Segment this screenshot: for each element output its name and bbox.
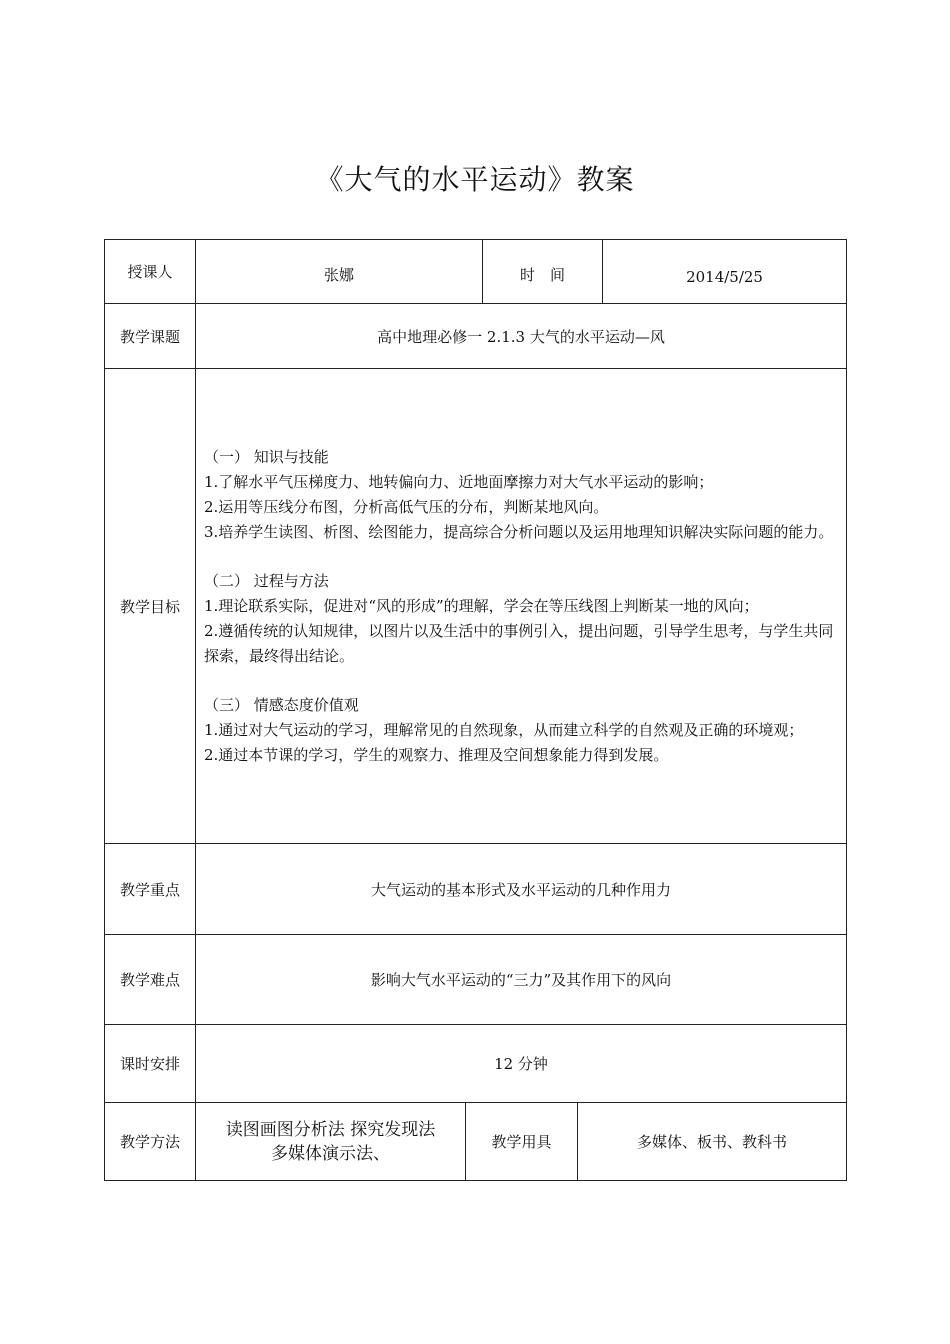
time-value: 2014/5/25: [686, 267, 763, 286]
row-focus: [105, 844, 847, 935]
row-difficulty: [105, 935, 847, 1025]
objectives-section-1-line-1: 1.了解水平气压梯度力、地转偏向力、近地面摩擦力对大气水平运动的影响；: [204, 472, 714, 491]
objectives-section-2-line-1: 1.理论联系实际，促进对“风的形成”的理解，学会在等压线图上判断某一地的风向；: [204, 596, 759, 615]
objectives-content: [196, 369, 847, 844]
focus-value: 大气运动的基本形式及水平运动的几种作用力: [196, 844, 847, 935]
row-method: [105, 1103, 847, 1181]
objectives-section-1-line-2: 2.运用等压线分布图，分析高低气压的分布，判断某地风向。: [204, 497, 609, 516]
tools-label: 教学用具: [466, 1103, 578, 1181]
time-value-cell: [603, 240, 847, 304]
schedule-label: 课时安排: [105, 1025, 196, 1103]
teacher-value: 张娜: [196, 240, 483, 304]
objectives-section-1-heading: （一） 知识与技能: [204, 447, 329, 466]
method-value: [196, 1103, 466, 1181]
difficulty-value: 影响大气水平运动的“三力”及其作用下的风向: [196, 935, 847, 1025]
objectives-section-2-line-2: 2.遵循传统的认知规律，以图片以及生活中的事例引入，提出问题，引导学生思考，与学生共同探索，最终得出结论。: [204, 621, 834, 665]
tools-value: 多媒体、板书、教科书: [578, 1103, 847, 1181]
objectives-label: 教学目标: [105, 369, 196, 844]
schedule-value: 12 分钟: [196, 1025, 847, 1103]
difficulty-label: 教学难点: [105, 935, 196, 1025]
objectives-section-2-heading: （二） 过程与方法: [204, 571, 329, 590]
method-label: 教学方法: [105, 1103, 196, 1181]
topic-label: 教学课题: [105, 304, 196, 369]
row-objectives: [105, 369, 847, 844]
objectives-section-3-line-1: 1.通过对大气运动的学习，理解常见的自然现象，从而建立科学的自然观及正确的环境观；: [204, 720, 804, 739]
document-title: 《大气的水平运动》教案: [315, 163, 635, 196]
row-schedule: [105, 1025, 847, 1103]
time-label: 时 间: [483, 240, 603, 304]
lesson-plan-table: [104, 239, 847, 1181]
method-line-2: 多媒体演示法、: [271, 1143, 390, 1164]
objectives-section-3-heading: （三） 情感态度价值观: [204, 695, 359, 714]
objectives-section-1-line-3: 3.培养学生读图、析图、绘图能力，提高综合分析问题以及运用地理知识解决实际问题的能力。: [204, 522, 834, 541]
objectives-section-3-line-2: 2.通过本节课的学习，学生的观察力、推理及空间想象能力得到发展。: [204, 745, 669, 764]
row-teacher: [105, 240, 847, 304]
method-line-1: 读图画图分析法 探究发现法: [225, 1119, 436, 1140]
focus-label: 教学重点: [105, 844, 196, 935]
row-topic: [105, 304, 847, 369]
topic-value: 高中地理必修一 2.1.3 大气的水平运动—风: [196, 304, 847, 369]
teacher-label: 授课人: [105, 240, 196, 304]
